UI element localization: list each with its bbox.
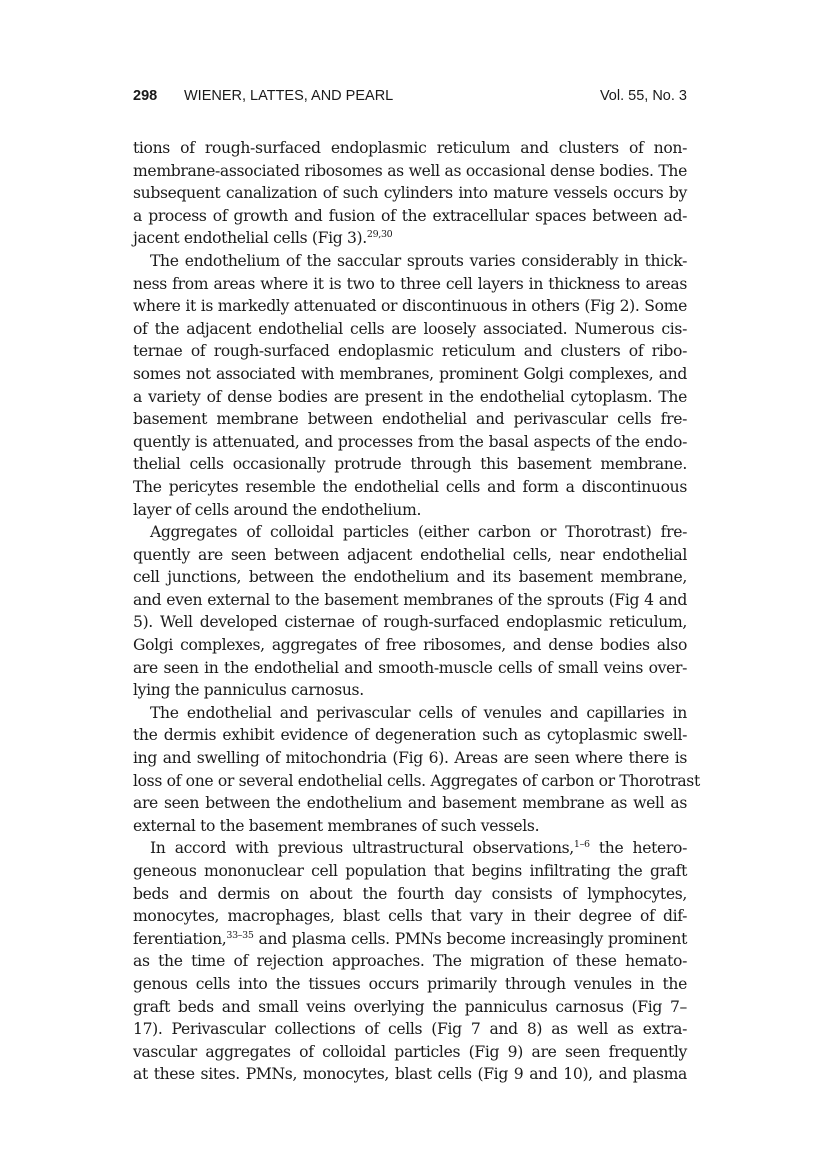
text-segment: a process of growth and fusion of the extracellular spaces between ad- — [133, 206, 687, 225]
text-segment: ness from areas where it is two to three cell layers in thickness to areas — [133, 274, 687, 293]
text-line — [133, 363, 687, 386]
text-line — [133, 883, 687, 906]
text-segment: jacent endothelial cells (Fig 3). — [133, 229, 367, 248]
text-segment: vascular aggregates of colloidal particles (Fig 9) are seen frequently — [133, 1042, 687, 1061]
text-line — [133, 815, 687, 838]
paragraph — [133, 250, 687, 521]
text-segment: beds and dermis on about the fourth day consists of lymphocytes, — [133, 884, 687, 903]
text-line — [133, 227, 687, 250]
text-segment: basement membrane between endothelial and perivascular cells fre- — [133, 410, 687, 429]
text-line — [133, 137, 687, 160]
text-segment: somes not associated with membranes, prominent Golgi complexes, and — [133, 364, 687, 383]
text-line — [133, 747, 687, 770]
running-header — [133, 88, 687, 110]
text-segment: where it is markedly attenuated or discontinuous in others (Fig 2). Some — [133, 297, 687, 316]
volume-issue: Vol. 55, No. 3 — [599, 88, 687, 104]
text-segment: In accord with previous ultrastructural observations, — [150, 839, 574, 858]
text-segment: geneous mononuclear cell population that begins infiltrating the graft — [133, 862, 687, 880]
text-line — [133, 408, 687, 431]
text-segment: and even external to the basement membranes of the sprouts (Fig 4 and — [133, 590, 687, 609]
text-line — [133, 160, 687, 183]
text-segment: as the time of rejection approaches. The migration of these hemato- — [133, 952, 687, 971]
text-line — [133, 611, 687, 634]
text-line — [133, 589, 687, 612]
text-line — [133, 634, 687, 657]
paragraph — [133, 137, 687, 250]
text-segment: quently is attenuated, and processes from the basal aspects of the endo- — [133, 432, 687, 451]
text-line — [133, 544, 687, 567]
text-segment: quently are seen between adjacent endothelial cells, near endothelial — [133, 545, 687, 564]
text-segment: the hetero- — [589, 839, 687, 858]
running-authors: WIENER, LATTES, AND PEARL — [184, 88, 394, 104]
text-line — [133, 792, 687, 815]
text-segment: 5). Well developed cisternae of rough-surfaced endoplasmic reticulum, — [133, 613, 687, 632]
text-segment: cell junctions, between the endothelium and its basement membrane, — [133, 568, 687, 587]
text-line — [133, 250, 687, 273]
text-line — [133, 295, 687, 318]
body-text — [133, 137, 700, 1086]
text-segment: are seen in the endothelial and smooth-muscle cells of small veins over- — [133, 658, 687, 677]
text-line — [133, 724, 687, 747]
text-segment: membrane-associated ribosomes as well as occasional dense bodies. The — [133, 161, 687, 180]
text-line — [133, 431, 687, 454]
text-line — [133, 928, 687, 951]
text-segment: graft beds and small veins overlying the panniculus carnosus (Fig 7– — [133, 997, 687, 1016]
text-segment: tions of rough-surfaced endoplasmic reticulum and clusters of non- — [133, 139, 687, 157]
text-line — [133, 318, 687, 341]
text-line — [133, 1018, 687, 1041]
text-segment: ing and swelling of mitochondria (Fig 6). Areas are seen where there is — [133, 749, 687, 768]
text-segment: and plasma cells. PMNs become increasingly prominent — [253, 929, 687, 948]
text-segment: are seen between the endothelium and basement membrane as well as — [133, 794, 687, 813]
text-line — [133, 1063, 687, 1086]
text-line — [133, 453, 687, 476]
text-line — [133, 860, 687, 883]
text-line — [133, 566, 687, 589]
text-segment: Aggregates of colloidal particles (either carbon or Thorotrast) fre- — [150, 523, 687, 542]
text-segment: thelial cells occasionally protrude through this basement membrane. — [133, 455, 687, 474]
text-segment: the dermis exhibit evidence of degeneration such as cytoplasmic swell- — [133, 726, 687, 745]
text-segment: Golgi complexes, aggregates of free ribosomes, and dense bodies also — [133, 636, 687, 655]
text-line — [133, 476, 687, 499]
text-line — [133, 996, 687, 1019]
text-line — [133, 905, 687, 928]
text-line — [133, 340, 687, 363]
text-segment: at these sites. PMNs, monocytes, blast cells (Fig 9 and 10), and plasma — [133, 1065, 687, 1084]
text-segment: layer of cells around the endothelium. — [133, 500, 422, 519]
text-segment: genous cells into the tissues occurs primarily through venules in the — [133, 974, 687, 993]
text-line — [133, 702, 687, 725]
paragraph — [133, 837, 687, 1086]
text-line — [133, 182, 687, 205]
text-segment: ternae of rough-surfaced endoplasmic reticulum and clusters of ribo- — [133, 342, 687, 361]
text-segment: The pericytes resemble the endothelial cells and form a discontinuous — [133, 477, 687, 496]
text-segment: ferentiation, — [133, 929, 227, 948]
text-segment: of the adjacent endothelial cells are loosely associated. Numerous cis- — [133, 319, 687, 338]
text-segment: The endothelium of the saccular sprouts varies considerably in thick- — [150, 251, 687, 270]
citation-superscript: 1–6 — [573, 839, 590, 851]
text-line — [133, 386, 687, 409]
text-segment: loss of one or several endothelial cells. Aggregates of carbon or Thorotrast — [133, 771, 700, 790]
text-segment: a variety of dense bodies are present in the endothelial cytoplasm. The — [133, 387, 687, 406]
text-line — [133, 521, 687, 544]
text-line — [133, 273, 687, 296]
paragraph — [133, 521, 687, 702]
text-segment: subsequent canalization of such cylinders into mature vessels occurs by — [133, 184, 687, 203]
text-line — [133, 770, 700, 793]
text-line — [133, 205, 687, 228]
paragraph — [133, 702, 700, 838]
text-segment: monocytes, macrophages, blast cells that vary in their degree of dif- — [133, 907, 687, 926]
text-line — [133, 679, 687, 702]
text-segment: lying the panniculus carnosus. — [133, 681, 364, 700]
text-segment: 17). Perivascular collections of cells (Fig 7 and 8) as well as extra- — [133, 1020, 687, 1039]
citation-superscript: 33–35 — [226, 929, 254, 941]
text-line — [133, 499, 687, 522]
text-segment: external to the basement membranes of such vessels. — [133, 816, 540, 835]
text-line — [133, 950, 687, 973]
text-line — [133, 837, 687, 860]
text-line — [133, 657, 687, 680]
text-segment: The endothelial and perivascular cells of venules and capillaries in — [150, 703, 687, 722]
text-line — [133, 1041, 687, 1064]
text-line — [133, 973, 687, 996]
citation-superscript: 29,30 — [366, 229, 393, 241]
page-number: 298 — [133, 88, 158, 104]
